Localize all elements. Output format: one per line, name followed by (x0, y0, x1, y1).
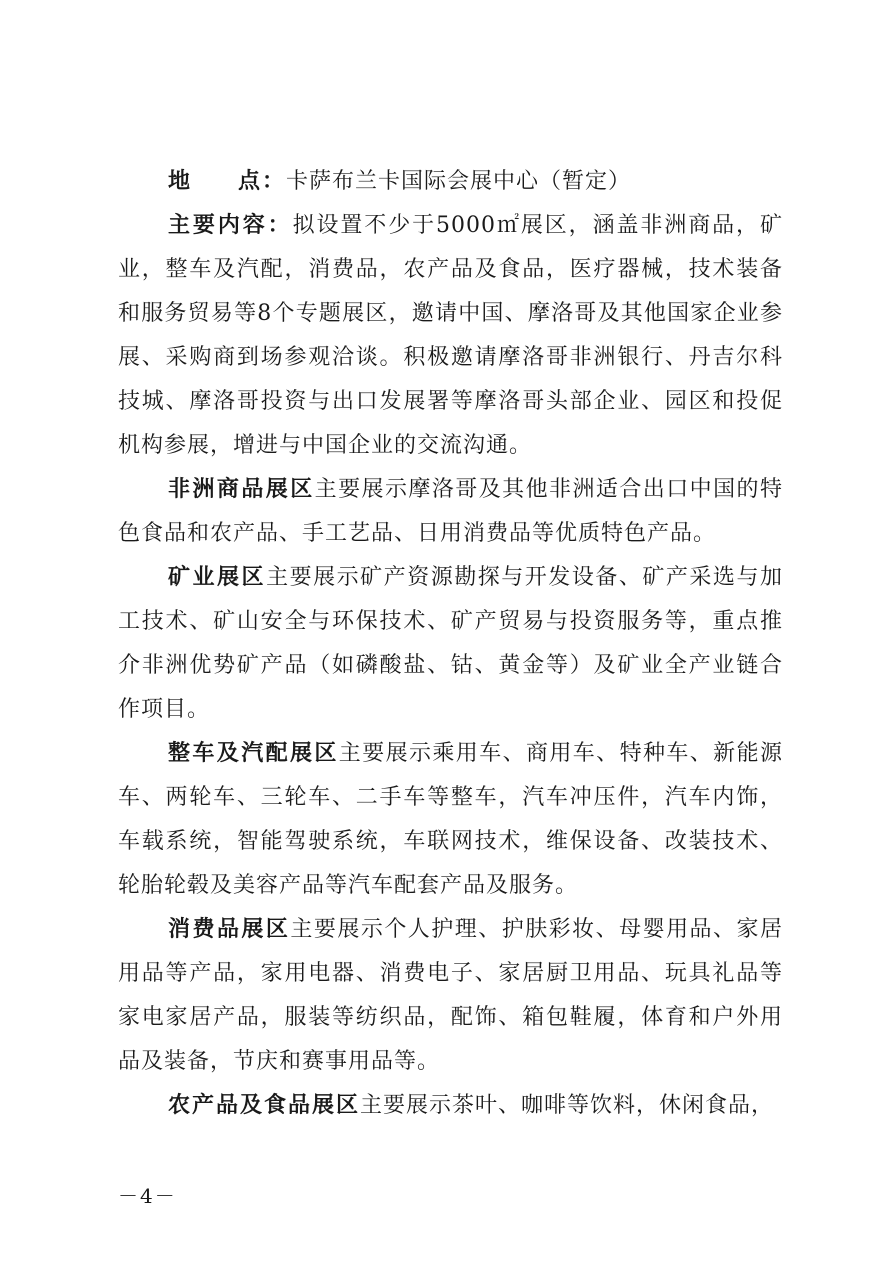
section-text: 主要展示乘用车、商用车、特种车、新能源车、两轮车、三轮车、二手车等整车，汽车冲压件，汽车内饰，车载系统，智能驾驶系统，车联网技术，维保设备、改装技术、轮胎轮毂及美容产品等汽车配套产品及服务。 (118, 741, 783, 898)
section-title: 农产品及食品展区 (168, 1093, 361, 1118)
section-text: 主要展示个人护理、护肤彩妆、母婴用品、家居用品等产品，家用电器、消费电子、家居厨卫用品、玩具礼品等家电家居产品，服装等纺织品，配饰、箱包鞋履，体育和户外用品及装备，节庆和赛事用品等。 (118, 917, 783, 1074)
location-paragraph (118, 160, 783, 204)
location-text: 卡萨布兰卡国际会展中心（暂定） (286, 169, 632, 194)
main-content-paragraph (118, 204, 783, 468)
location-label-colon: ： (262, 169, 287, 194)
section-title: 非洲商品展区 (168, 477, 315, 502)
section-consumer-goods (118, 908, 783, 1084)
section-text: 主要展示茶叶、咖啡等饮料，休闲食品， (360, 1093, 775, 1118)
section-title: 消费品展区 (168, 917, 291, 942)
main-content-text: 拟设置不少于5000㎡展区，涵盖非洲商品，矿业，整车及汽配，消费品，农产品及食品，医疗器械，技术装备和服务贸易等8个专题展区，邀请中国、摩洛哥及其他国家企业参展、采购商到场参观洽谈。积极邀请摩洛哥非洲银行、丹吉尔科技城、摩洛哥投资与出口发展署等摩洛哥头部企业、园区和投促机构参展，增进与中国企业的交流沟通。 (118, 213, 783, 458)
section-agri-food (118, 1084, 783, 1128)
location-label-char-1: 地 (168, 169, 239, 194)
section-title: 整车及汽配展区 (168, 741, 339, 766)
document-body (118, 160, 783, 1128)
section-vehicles (118, 732, 783, 908)
page-number: －4－ (118, 1184, 177, 1208)
location-label-char-2: 点 (238, 169, 263, 194)
section-title: 矿业展区 (168, 565, 267, 590)
section-african-goods (118, 468, 783, 556)
location-label (168, 169, 286, 194)
section-mining (118, 556, 783, 732)
section-text: 主要展示摩洛哥及其他非洲适合出口中国的特色食品和农产品、手工艺品、日用消费品等优质特色产品。 (118, 477, 783, 546)
main-content-label: 主要内容： (168, 213, 293, 238)
section-text: 主要展示矿产资源勘探与开发设备、矿产采选与加工技术、矿山安全与环保技术、矿产贸易与投资服务等，重点推介非洲优势矿产品（如磷酸盐、钴、黄金等）及矿业全产业链合作项目。 (118, 565, 783, 722)
